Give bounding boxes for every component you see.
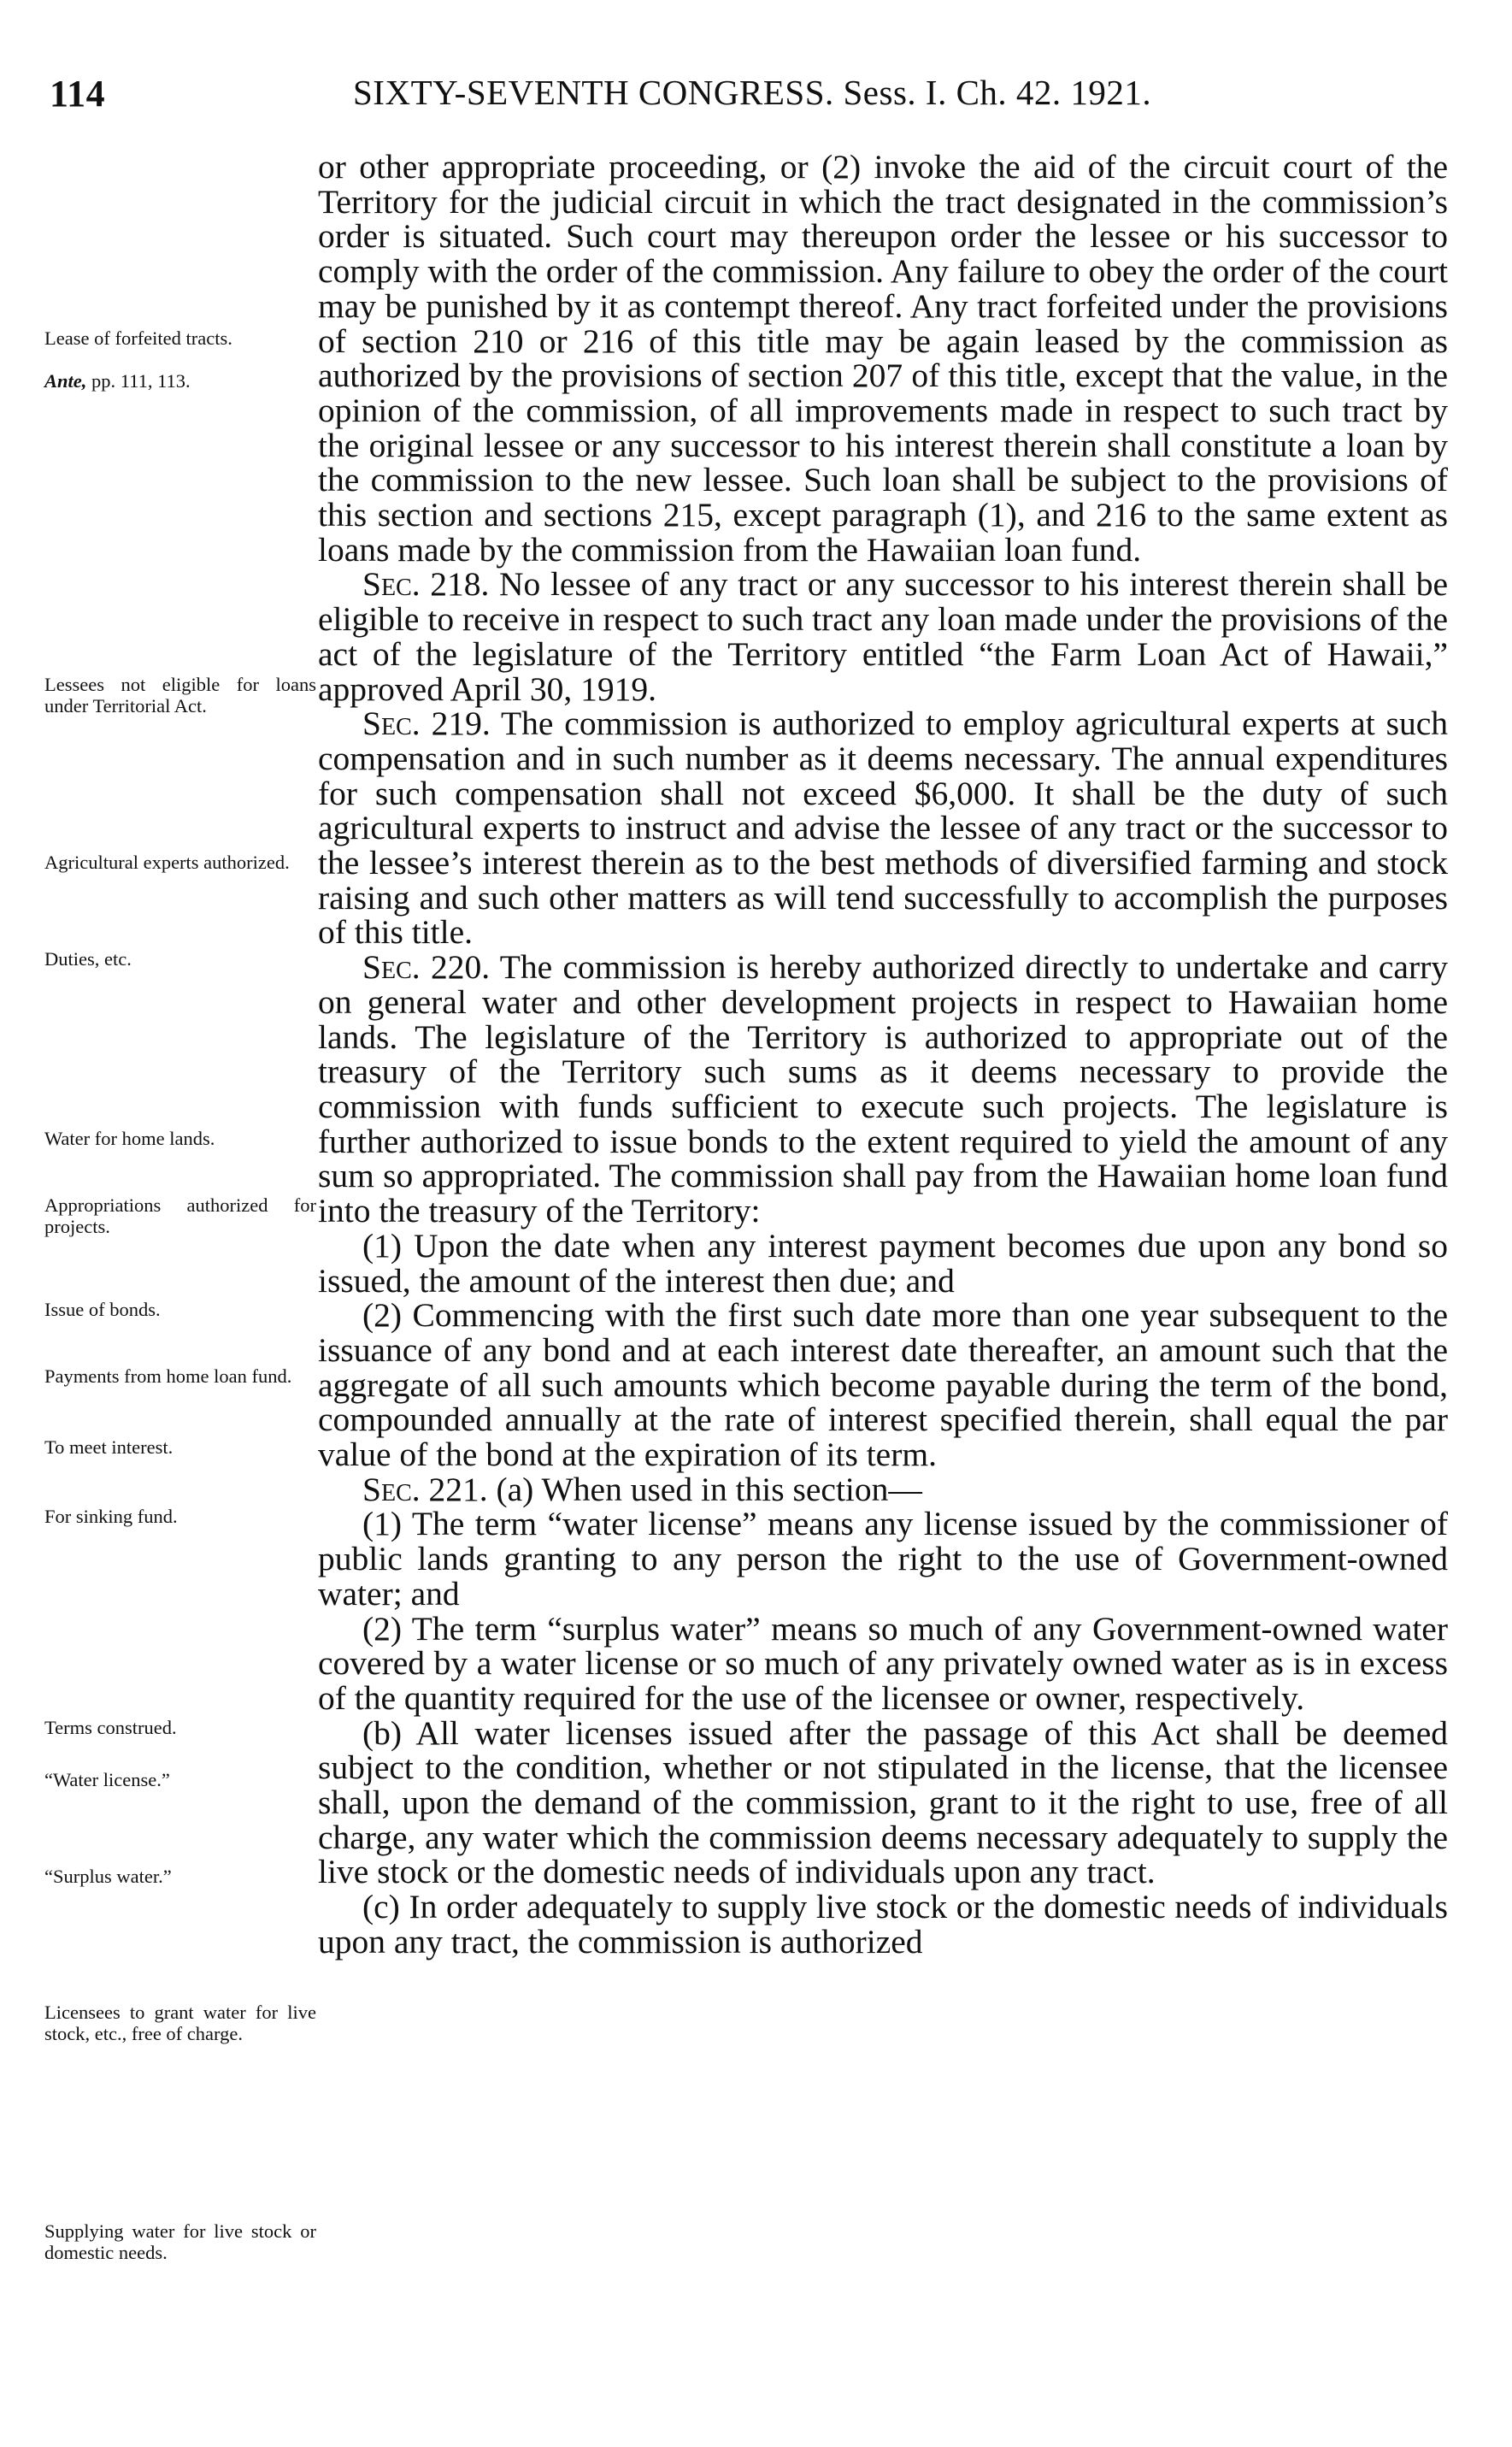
section-219-label: Sec. 219. <box>362 705 491 743</box>
note-to-meet-interest: To meet interest. <box>44 1436 174 1458</box>
body-text <box>318 150 1448 1960</box>
paragraph-continuation: or other appropriate proceeding, or (2) invoke the aid of the circuit court of the Territory for the judicial circuit in which the tract designated in the commission’s order is situated. Such court may thereupon order the lessee or his successor to comply with the order of the commission. Any failure to obey the order of the court may be punished by it as contempt thereof. Any tract forfeited under the provisions of section 210 or 216 of this title may be again leased by the commission as authorized by the provisions of section 207 of this title, except that the value, in the opinion of the commission, of all improvements made in respect to such tract by the original lessee or any successor to his interest therein shall constitute a loan by the commission to the new lessee. Such loan shall be subject to the provisions of this section and sections 215, except paragraph (1), and 216 to the same extent as loans made by the commission from the Hawaiian loan fund. <box>318 148 1448 569</box>
page-number: 114 <box>50 73 106 115</box>
section-219-text: The commission is authorized to employ agricultural experts at such compensation and in such number as it deems necessary. The annual expenditures for such compensation shall not exceed $6,000. It shall be the duty of such agricultural experts to instruct and advise the lessee of any tract or the successor to the lessee’s interest therein as to the best methods of diversified farming and stock raising and such other matters as will tend successfully to accomplish the purposes of this title. <box>318 705 1449 952</box>
section-221-c: (c) In order adequately to supply live stock or the domestic needs of individuals upon any tract, the commission is authorized <box>318 1888 1448 1961</box>
note-issue-bonds: Issue of bonds. <box>44 1299 161 1320</box>
section-221 <box>318 1472 1448 1507</box>
section-218 <box>318 567 1448 706</box>
section-221-a2: (2) The term “surplus water” means so much of any Government-owned water covered by a water license or so much of any privately owned water as is in excess of the quantity required for the use of the licensee or owner, respectively. <box>318 1609 1448 1717</box>
section-220-label: Sec. 220. <box>362 948 491 987</box>
note-surplus-water: “Surplus water.” <box>44 1866 172 1887</box>
note-for-sinking-fund: For sinking fund. <box>44 1506 178 1527</box>
note-appropriations: Appropriations authorized for projects. <box>44 1194 316 1237</box>
section-219 <box>318 706 1448 950</box>
section-218-label: Sec. 218. <box>362 565 490 604</box>
section-221-b: (b) All water licenses issued after the passage of this Act shall be deemed subject to the condition, whether or not stipulated in the license, that the licensee shall, upon the demand of the commission, grant to it the right to use, free of all charge, any water which the commission deems necessary adequately to supply the live stock or the domestic needs of individuals upon any tract. <box>318 1713 1448 1891</box>
section-218-text: No lessee of any tract or any successor to his interest therein shall be eligible to receive in respect to such tract any loan made under the provisions of the act of the legislature of the Territory entitled “the Farm Loan Act of Hawaii,” approved April 30, 1919. <box>318 565 1448 708</box>
section-220-text: The commission is hereby authorized directly to undertake and carry on general water and other development projects in respect to Hawaiian home lands. The legislature of the Territory is authorized to appropriate out of the treasury of the Territory such sums as it deems necessary to provide the commission with funds sufficient to execute such projects. The legislature is further authorized to issue bonds to the extent required to yield the amount of any sum so appropriated. The commission shall pay from the Hawaiian home loan fund into the treasury of the Territory: <box>318 948 1448 1230</box>
note-lease-forfeited: Lease of forfeited tracts. <box>44 327 232 349</box>
note-licensees-grant: Licensees to grant water for live stock, etc., free of charge. <box>44 2002 316 2044</box>
section-220 <box>318 950 1448 1229</box>
note-supplying-water: Supplying water for live stock or domestic needs. <box>44 2220 316 2263</box>
section-221-text: (a) When used in this section— <box>496 1470 922 1508</box>
ref-pages: pp. 111, 113. <box>91 370 191 392</box>
note-water-home-lands: Water for home lands. <box>44 1128 215 1149</box>
running-title: SIXTY-SEVENTH CONGRESS. Sess. I. Ch. 42. 1921. <box>353 73 1152 112</box>
note-agricultural-experts: Agricultural experts authorized. <box>44 852 290 873</box>
note-payments-from-fund: Payments from home loan fund. <box>44 1365 292 1387</box>
note-lessees-not-eligible: Lessees not eligible for loans under Territorial Act. <box>44 674 316 716</box>
ref-ante: Ante, <box>44 370 87 392</box>
section-220-clause-1: (1) Upon the date when any interest payment becomes due upon any bond so issued, the amount of the interest then due; and <box>318 1226 1448 1300</box>
margin-notes <box>44 0 318 2447</box>
note-water-license: “Water license.” <box>44 1769 170 1790</box>
note-terms-construed: Terms construed. <box>44 1717 177 1738</box>
section-221-label: Sec. 221. <box>362 1470 488 1508</box>
note-lease-forfeited-ref <box>44 370 316 392</box>
section-220-clause-2: (2) Commencing with the first such date more than one year subsequent to the issuance of any bond and at each interest date thereafter, an amount such that the aggregate of all such amounts which become payable during the term of the bond, compounded annually at the rate of interest specified therein, shall equal the par value of the bond at the expiration of its term. <box>318 1296 1448 1474</box>
section-221-a1: (1) The term “water license” means any license issued by the commissioner of public lands granting to any person the right to the use of Government-owned water; and <box>318 1505 1448 1613</box>
note-duties: Duties, etc. <box>44 948 132 970</box>
